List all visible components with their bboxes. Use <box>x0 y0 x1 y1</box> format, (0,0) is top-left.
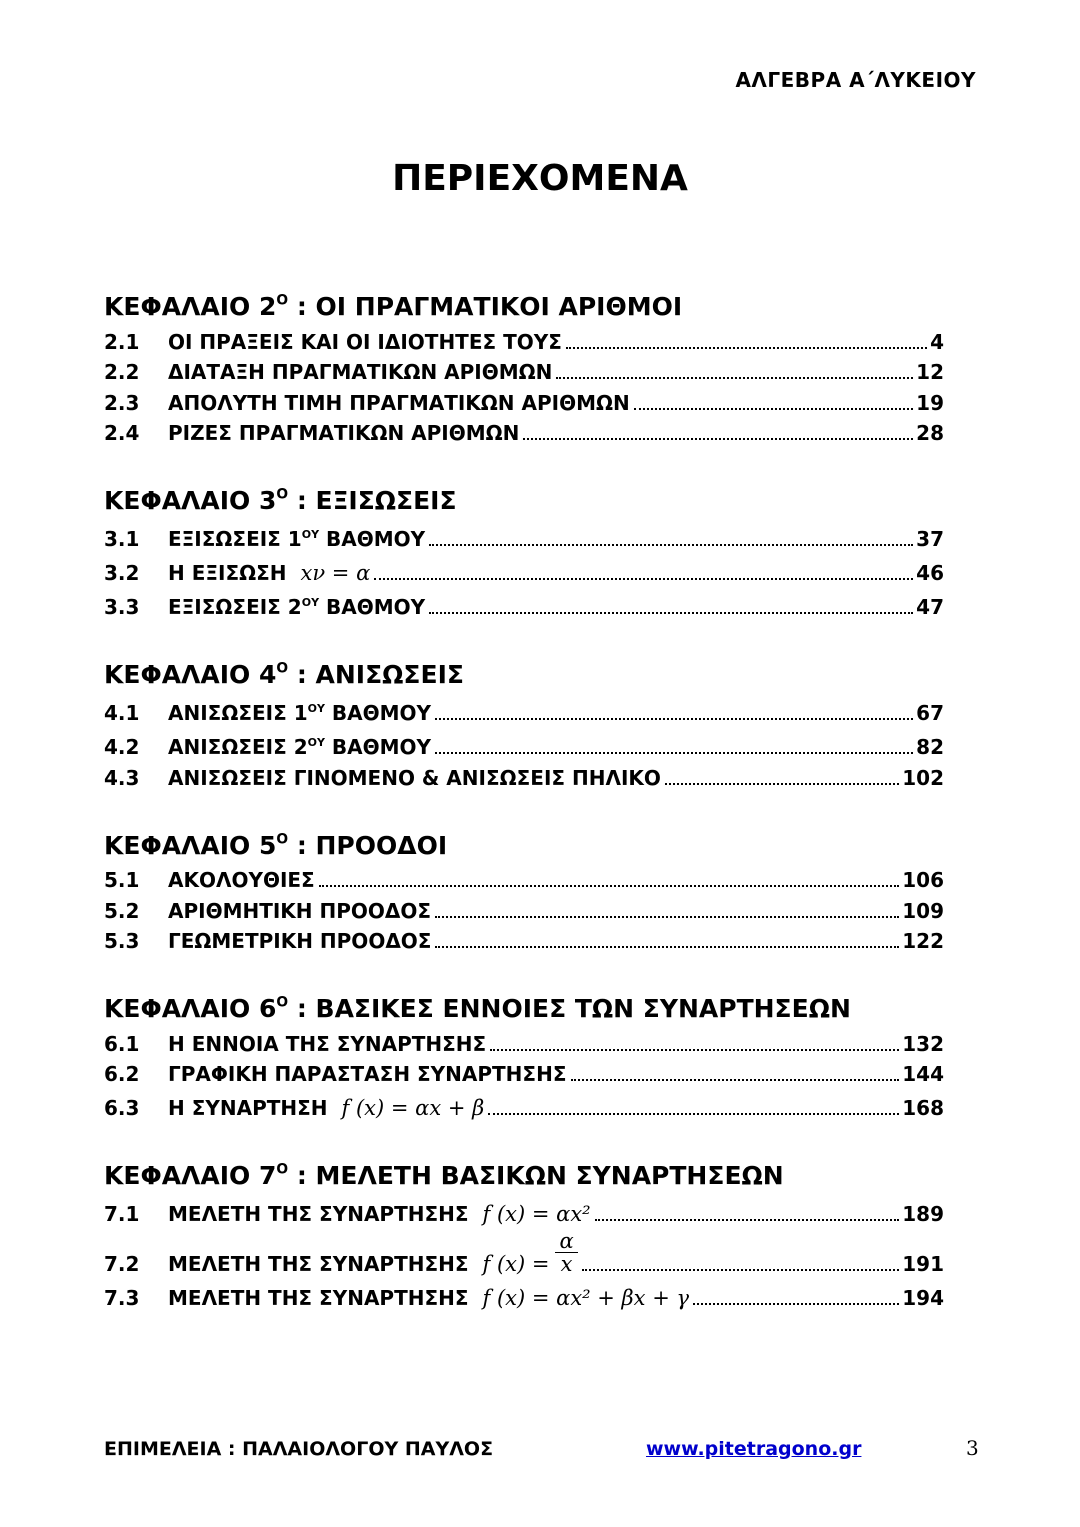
entry-page-number: 28 <box>916 421 944 445</box>
chapter-heading <box>104 829 944 863</box>
dot-leader <box>435 718 913 720</box>
entry-label-text: ΑΚΟΛΟΥΘΙΕΣ <box>168 868 315 892</box>
entry-label-text: ΑΠΟΛΥΤΗ ΤΙΜΗ ΠΡΑΓΜΑΤΙΚΩΝ ΑΡΙΘΜΩΝ <box>168 390 630 415</box>
entry-formula: f (x) = αx + β <box>341 1096 485 1120</box>
chapter-name: : ΠΡΟΟΔΟΙ <box>288 830 448 860</box>
entry-label-text: ΔΙΑΤΑΞΗ ΠΡΑΓΜΑΤΙΚΩΝ ΑΡΙΘΜΩΝ <box>168 360 553 384</box>
toc-entry[interactable] <box>104 1277 944 1311</box>
dot-leader <box>556 377 913 379</box>
entry-label-tail: ΒΑΘΜΟΥ <box>324 701 432 725</box>
dot-leader <box>435 916 899 918</box>
entry-label-text: ΟΙ ΠΡΑΞΕΙΣ ΚΑΙ ΟΙ ΙΔΙΟΤΗΤΕΣ ΤΟΥΣ <box>168 329 562 354</box>
entry-label <box>168 390 630 416</box>
entry-label-tail: ΒΑΘΜΟΥ <box>319 595 426 619</box>
entry-number: 5.2 <box>104 898 140 923</box>
toc-entry[interactable] <box>104 1193 944 1227</box>
entry-label-ordinal: ΟΥ <box>307 701 325 715</box>
entry-page-number: 82 <box>916 735 944 759</box>
dot-leader <box>319 885 900 887</box>
entry-label <box>168 329 562 355</box>
chapter-name: : ΜΕΛΕΤΗ ΒΑΣΙΚΩΝ ΣΥΝΑΡΤΗΣΕΩΝ <box>288 1161 784 1190</box>
chapter-ordinal: Ο <box>276 660 289 677</box>
entry-label <box>168 734 431 760</box>
entry-label-text: ΜΕΛΕΤΗ ΤΗΣ ΣΥΝΑΡΤΗΣΗΣ <box>168 1286 469 1310</box>
entry-label-ordinal: ΟΥ <box>307 735 325 749</box>
chapter-section <box>104 829 944 955</box>
page-number: 3 <box>966 1436 979 1460</box>
page-title: ΠΕΡΙΕΧΟΜΕΝΑ <box>392 158 688 199</box>
chapter-ordinal: Ο <box>276 292 289 309</box>
running-header: ΑΛΓΕΒΡΑ Α΄ΛΥΚΕΙΟΥ <box>735 68 976 92</box>
entry-label <box>168 928 431 954</box>
toc-entry[interactable] <box>104 1057 944 1088</box>
chapter-prefix: ΚΕΦΑΛΑΙΟ 6 <box>104 994 277 1023</box>
toc-entry[interactable] <box>104 924 944 955</box>
entry-label <box>168 526 425 552</box>
dot-leader <box>582 1269 900 1271</box>
chapter-ordinal: Ο <box>276 486 289 503</box>
entry-label-text: ΓΡΑΦΙΚΗ ΠΑΡΑΣΤΑΣΗ ΣΥΝΑΡΤΗΣΗΣ <box>168 1062 567 1086</box>
chapter-ordinal: Ο <box>276 994 289 1011</box>
toc-entry[interactable] <box>104 863 944 894</box>
entry-page-number: 168 <box>902 1096 944 1120</box>
entry-number: 6.3 <box>104 1096 140 1120</box>
entry-label-ordinal: ΟΥ <box>301 527 320 541</box>
entry-label-text: ΑΝΙΣΩΣΕΙΣ 1 <box>168 701 308 725</box>
toc-entry[interactable] <box>104 518 944 552</box>
entry-label-ordinal: ΟΥ <box>301 595 320 609</box>
dot-leader <box>429 612 913 614</box>
chapter-heading <box>104 658 944 692</box>
entry-page-number: 46 <box>916 561 944 585</box>
entry-label <box>168 1285 469 1311</box>
toc-entry[interactable] <box>104 324 944 355</box>
chapter-section <box>104 992 944 1121</box>
entry-page-number: 189 <box>902 1202 944 1226</box>
entry-label-text: ΑΡΙΘΜΗΤΙΚΗ ΠΡΟΟΔΟΣ <box>168 898 432 923</box>
chapter-section <box>104 484 944 620</box>
toc-entry[interactable] <box>104 726 944 760</box>
chapter-name: : ΟΙ ΠΡΑΓΜΑΤΙΚΟΙ ΑΡΙΘΜΟΙ <box>288 292 683 321</box>
entry-label <box>168 359 552 385</box>
toc-entry[interactable] <box>104 893 944 924</box>
entry-page-number: 67 <box>916 701 944 725</box>
entry-label <box>168 1201 469 1227</box>
entry-formula: f (x) = αx² <box>482 1202 591 1226</box>
toc-entry[interactable] <box>104 760 944 791</box>
chapter-section <box>104 1159 944 1311</box>
entry-page-number: 144 <box>902 1062 944 1086</box>
chapter-heading <box>104 992 944 1026</box>
table-of-contents <box>104 290 944 1349</box>
entry-page-number: 102 <box>902 765 944 790</box>
entry-label-text: ΕΞΙΣΩΣΕΙΣ 1 <box>168 527 302 551</box>
entry-label-text: ΑΝΙΣΩΣΕΙΣ ΓΙΝΟΜΕΝΟ & ΑΝΙΣΩΣΕΙΣ ΠΗΛΙΚΟ <box>168 765 661 790</box>
toc-entry[interactable] <box>104 1227 944 1277</box>
entry-number: 6.1 <box>104 1031 140 1056</box>
entry-number: 4.3 <box>104 765 140 790</box>
entry-label <box>168 1251 469 1277</box>
entry-page-number: 4 <box>930 329 944 354</box>
entry-label-text: ΜΕΛΕΤΗ ΤΗΣ ΣΥΝΑΡΤΗΣΗΣ <box>168 1252 469 1276</box>
dot-leader <box>435 946 899 948</box>
fraction-denominator: x <box>560 1252 573 1276</box>
entry-page-number: 12 <box>916 360 944 384</box>
dot-leader <box>566 347 927 349</box>
entry-label <box>168 898 431 924</box>
entry-number: 2.1 <box>104 329 140 354</box>
dot-leader <box>490 1049 899 1051</box>
entry-formula: f (x) = αx² + βx + γ <box>482 1286 690 1310</box>
toc-entry[interactable] <box>104 355 944 386</box>
entry-page-number: 122 <box>902 929 944 953</box>
entry-label <box>168 1095 328 1121</box>
entry-number: 3.1 <box>104 527 140 551</box>
entry-formula: f (x) = <box>482 1252 550 1276</box>
entry-formula: xν = α <box>300 561 371 585</box>
entry-number: 4.2 <box>104 735 140 759</box>
chapter-section <box>104 658 944 791</box>
dot-leader <box>693 1303 899 1305</box>
entry-number: 5.1 <box>104 868 140 892</box>
entry-label <box>168 594 425 620</box>
entry-label-tail: ΒΑΘΜΟΥ <box>319 527 426 551</box>
entry-number: 2.3 <box>104 390 140 415</box>
entry-label-text: Η ΕΝΝΟΙΑ ΤΗΣ ΣΥΝΑΡΤΗΣΗΣ <box>168 1031 487 1056</box>
toc-entry[interactable] <box>104 416 944 447</box>
dot-leader <box>374 578 913 580</box>
dot-leader <box>429 544 913 546</box>
entry-page-number: 191 <box>902 1252 944 1276</box>
chapter-prefix: ΚΕΦΑΛΑΙΟ 3 <box>104 486 277 515</box>
entry-number: 5.3 <box>104 929 140 953</box>
entry-page-number: 132 <box>902 1031 944 1056</box>
entry-label <box>168 560 287 586</box>
dot-leader <box>435 752 913 754</box>
dot-leader <box>634 408 913 410</box>
toc-entry[interactable] <box>104 586 944 620</box>
toc-entry[interactable] <box>104 552 944 586</box>
toc-entry[interactable] <box>104 1026 944 1057</box>
entry-number: 4.1 <box>104 701 140 725</box>
fraction-numerator: α <box>555 1230 577 1253</box>
toc-entry[interactable] <box>104 692 944 726</box>
chapter-name: : ΕΞΙΣΩΣΕΙΣ <box>288 486 457 515</box>
entry-label-text: ΜΕΛΕΤΗ ΤΗΣ ΣΥΝΑΡΤΗΣΗΣ <box>168 1202 469 1226</box>
entry-number: 7.3 <box>104 1286 140 1310</box>
entry-page-number: 19 <box>916 390 944 415</box>
chapter-heading <box>104 1159 944 1193</box>
entry-label-text: ΓΕΩΜΕΤΡΙΚΗ ΠΡΟΟΔΟΣ <box>168 929 432 953</box>
dot-leader <box>571 1079 900 1081</box>
chapter-name: : ΒΑΣΙΚΕΣ ΕΝΝΟΙΕΣ ΤΩΝ ΣΥΝΑΡΤΗΣΕΩΝ <box>288 994 851 1023</box>
entry-number: 3.3 <box>104 595 140 619</box>
entry-label <box>168 1031 486 1057</box>
entry-page-number: 37 <box>916 527 944 551</box>
entry-number: 2.4 <box>104 421 140 445</box>
entry-page-number: 194 <box>902 1286 944 1310</box>
entry-label <box>168 765 661 791</box>
dot-leader <box>488 1113 899 1115</box>
entry-label <box>168 420 519 446</box>
entry-label <box>168 1061 567 1087</box>
entry-number: 7.2 <box>104 1252 140 1276</box>
entry-number: 7.1 <box>104 1202 140 1226</box>
entry-label-text: ΑΝΙΣΩΣΕΙΣ 2 <box>168 735 308 759</box>
entry-formula-fraction <box>555 1230 577 1275</box>
chapter-ordinal: Ο <box>276 831 289 848</box>
entry-page-number: 106 <box>902 868 944 892</box>
dot-leader <box>595 1219 900 1221</box>
chapter-heading <box>104 484 944 518</box>
chapter-section <box>104 290 944 446</box>
footer-editor: ΕΠΙΜΕΛΕΙΑ : ΠΑΛΑΙΟΛΟΓΟΥ ΠΑΥΛΟΣ <box>104 1438 494 1460</box>
entry-label-tail: ΒΑΘΜΟΥ <box>324 735 432 759</box>
entry-label-text: ΕΞΙΣΩΣΕΙΣ 2 <box>168 595 302 619</box>
entry-label <box>168 867 315 893</box>
chapter-heading <box>104 290 944 324</box>
entry-number: 3.2 <box>104 561 140 585</box>
entry-label-text: Η ΕΞΙΣΩΣΗ <box>168 561 287 585</box>
entry-page-number: 47 <box>916 595 944 619</box>
dot-leader <box>665 783 899 785</box>
entry-number: 2.2 <box>104 360 140 384</box>
chapter-ordinal: Ο <box>276 1161 289 1178</box>
dot-leader <box>523 438 913 440</box>
entry-label-text: Η ΣΥΝΑΡΤΗΣΗ <box>168 1096 328 1120</box>
entry-number: 6.2 <box>104 1062 140 1086</box>
chapter-name: : ΑΝΙΣΩΣΕΙΣ <box>288 660 464 689</box>
toc-entry[interactable] <box>104 1087 944 1121</box>
chapter-prefix: ΚΕΦΑΛΑΙΟ 5 <box>104 830 277 860</box>
chapter-prefix: ΚΕΦΑΛΑΙΟ 4 <box>104 660 277 689</box>
footer-website-link[interactable]: www.pitetragono.gr <box>646 1438 862 1460</box>
entry-page-number: 109 <box>902 898 944 923</box>
chapter-prefix: ΚΕΦΑΛΑΙΟ 7 <box>104 1161 277 1190</box>
toc-entry[interactable] <box>104 385 944 416</box>
entry-label <box>168 700 431 726</box>
entry-label-text: ΡΙΖΕΣ ΠΡΑΓΜΑΤΙΚΩΝ ΑΡΙΘΜΩΝ <box>168 421 520 445</box>
chapter-prefix: ΚΕΦΑΛΑΙΟ 2 <box>104 292 277 321</box>
